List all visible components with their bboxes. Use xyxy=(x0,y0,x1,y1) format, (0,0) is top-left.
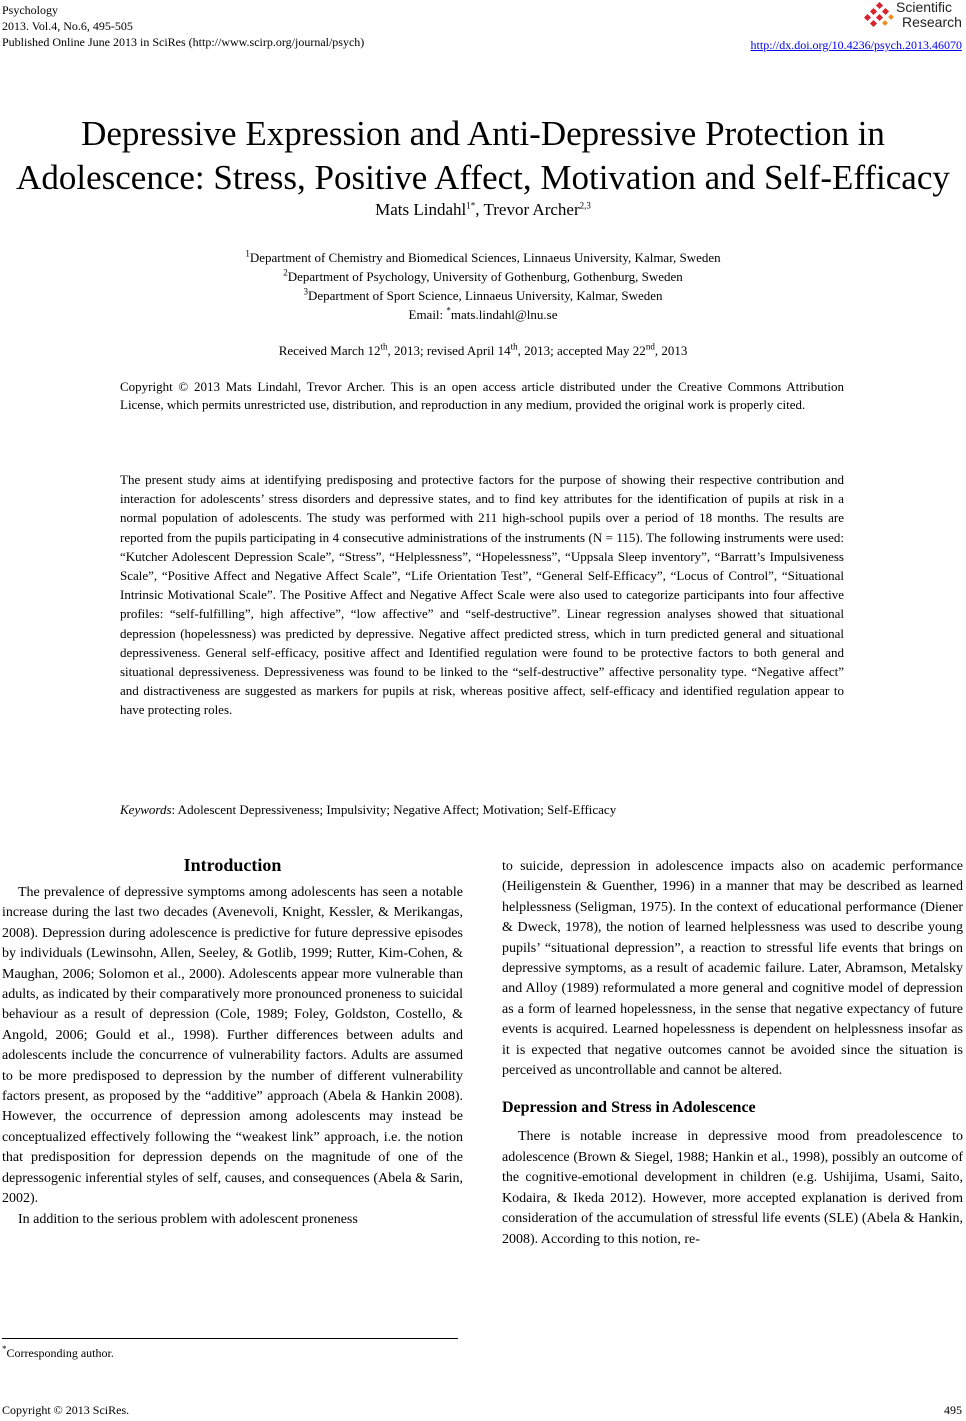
logo-text xyxy=(896,0,962,30)
right-column xyxy=(502,857,963,1250)
author-list xyxy=(0,198,966,222)
email-address[interactable]: mats.lindahl@lnu.se xyxy=(450,307,558,322)
journal-header xyxy=(2,2,364,50)
body-paragraph: to suicide, depression in adolescence impacts also on academic performance (Heiligenstein & Guenther, 1996) in a manner that may be described as learned helplessness (Seligman, 1975). In the context of educational performance (Diener & Dweck, 1978), the notion of learned helplessness was used to describe young pupils’ “situational depression”, a reaction to stressful life events that brings on depressive symptoms, as a result of academic failure. Later, Abramson, Metalsky and Alloy (1989) reformulated a more general and cognitive model of depression as a form of learned hopelessness, in the sense that negative expectancy of future events is acquired. Learned hopelessness is dependent on helplessness insofar as it is expected that negative outcomes cannot be avoided since the situation is perceived as uncontrollable and cannot be altered. xyxy=(502,859,963,1079)
scientific-research-logo xyxy=(862,0,962,34)
affiliation-text: Department of Sport Science, Linnaeus University, Kalmar, Sweden xyxy=(307,288,663,303)
section-heading-introduction: Introduction xyxy=(183,855,282,875)
body-paragraph: The prevalence of depressive symptoms among adolescents has seen a notable increase during the last two decades (Avenevoli, Knight, Kessler, & Merikangas, 2008). Depression during adolescence is predictive for future depressive episodes by individuals (Lewinsohn, Allen, Seeley, & Gotlib, 1999; Rutter, Kim-Cohen, & Maughan, 2006; Solomon et al., 2000). Adolescents appear more vulnerable than adults, as indicated by their comparatively more pronounced proneness to suicidal behaviour as a result of depression (Cole, 1989; Foley, Goldston, Costello, & Angold, 2006; Gould et al., 1998). Further differences between adults and adolescents include the concurrence of vulnerability factors. Adults are assumed to be more predisposed to depression by the number of different vulnerability factors present, as proposed by the “additive” approach (Abela & Hankin 2008). However, the occurrence of depression among adolescents may instead be conceptualized effectively following the “weakest link” approach, i.e. the notion that predisposition for depression depends on the magnitude of one of the depressogenic inferential styles of self, causes, and consequences (Abela & Sarin, 2002). xyxy=(2,885,463,1207)
keywords-label: Keywords xyxy=(120,802,172,817)
logo-diamond-icon xyxy=(864,2,894,32)
email-prefix: Email: xyxy=(408,307,447,322)
ordinal-suffix: th xyxy=(380,341,388,352)
footnote-text: Corresponding author. xyxy=(6,1346,114,1360)
body-paragraph: In addition to the serious problem with adolescent proneness xyxy=(18,1211,358,1227)
title-line-2: Adolescence: Stress, Positive Affect, Motivation and Self-Efficacy xyxy=(16,158,950,197)
section-heading-depression-stress: Depression and Stress in Adolescence xyxy=(502,1099,756,1117)
doi-link[interactable]: http://dx.doi.org/10.4236/psych.2013.46070 xyxy=(750,38,962,52)
ordinal-suffix: th xyxy=(510,341,518,352)
journal-volume: 2013. Vol.4, No.6, 495-505 xyxy=(2,19,133,33)
author-superscript: 1* xyxy=(466,200,476,211)
received-text: Received March 12 xyxy=(278,343,381,358)
received-dates xyxy=(0,341,966,360)
copyright-notice: Copyright © 2013 Mats Lindahl, Trevor Archer. This is an open access article distributed under the Creative Commons Attribution License, which permits unrestricted use, distribution, and reproduction in any medium, provided the original work is properly cited. xyxy=(120,379,844,412)
logo-text-line2: Research xyxy=(902,14,962,30)
author-superscript: 2,3 xyxy=(579,200,591,211)
title-line-1: Depressive Expression and Anti-Depressive Protection in xyxy=(81,114,885,153)
affiliation-text: Department of Chemistry and Biomedical Sciences, Linnaeus University, Kalmar, Sweden xyxy=(249,250,721,265)
footer-copyright: Copyright © 2013 SciRes. xyxy=(2,1403,130,1417)
logo-text-line1: Scientific xyxy=(896,0,953,15)
year-text: , 2013 xyxy=(654,343,688,358)
footnote-marker: * xyxy=(2,1344,7,1354)
email-superscript: * xyxy=(446,305,451,316)
affiliation-number: 3 xyxy=(303,286,308,297)
body-paragraph: There is notable increase in depressive mood from preadolescence to adolescence (Brown & Siegel, 1988; Hankin et al., 1998), possibly an outcome of the cognitive-emotional development in children (e.g. Ushijima, Usami, Saito, Kodaira, & Ikeda 2012). However, more accepted explanation is derived from consideration of the accumulation of stressful life events (SLE) (Abela & Hankin, 2008). According to this notion, re- xyxy=(502,1129,963,1247)
footnote xyxy=(2,1345,114,1361)
affiliation-number: 2 xyxy=(283,267,288,278)
accepted-text: , 2013; accepted May 22 xyxy=(517,343,646,358)
email-line xyxy=(0,305,966,324)
affiliation-line xyxy=(0,286,966,305)
author-name: Mats Lindahl xyxy=(375,200,467,219)
affiliation-number: 1 xyxy=(245,248,250,259)
ordinal-suffix: nd xyxy=(645,341,655,352)
keywords-text: : Adolescent Depressiveness; Impulsivity; Negative Affect; Motivation; Self-Efficacy xyxy=(171,802,617,817)
left-column xyxy=(2,853,463,1230)
author-name: Trevor Archer xyxy=(483,200,580,219)
abstract: The present study aims at identifying predisposing and protective factors for the purpose of showing their respective contribution and interaction for adolescents’ stress disorders and depressive states, and to find key attributes for the identification of pupils at risk in a normal population of adolescents. The study was performed with 211 high-school pupils over a period of 18 months. The results are reported from the pupils participating in 4 consecutive administrations of the instruments (N = 115). The following instruments were used: “Kutcher Adolescent Depression Scale”, “Stress”, “Helplessness”, “Hopelessness”, “Uppsala Sleep inventory”, “Barratt’s Impulsiveness Scale”, “Positive Affect and Negative Affect Scale”, “Life Orientation Test”, “General Self-Efficacy”, “Locus of Control”, “Situational Intrinsic Motivational Scale”. The Positive Affect and Negative Affect Scale were also used to categorize participants into four affective profiles: “self-fulfilling”, high affective”, “low affective” and “self-destructive”. Linear regression analyses showed that situational depression (hopelessness) was predicted by depressive. Negative affect predicted stress, which in turn predicted general and situational depressiveness. General self-efficacy, positive affect and Identified regulation were found to be protective factors to both general and situational depressiveness. Depressiveness was found to be linked to the “self-destructive” affective personality type. “Negative affect” and distractiveness are suggested as markers for pupils at risk, whereas positive affect, self-efficacy and identified regulation appear to have protecting roles. xyxy=(120,472,844,718)
journal-name: Psychology xyxy=(2,3,59,17)
affiliation-line xyxy=(0,267,966,286)
footnote-divider xyxy=(2,1338,458,1339)
published-online: Published Online June 2013 in SciRes (http://www.scirp.org/journal/psych) xyxy=(2,35,365,49)
author-separator: , xyxy=(475,200,484,219)
affiliation-line xyxy=(0,248,966,267)
paper-title xyxy=(0,112,966,200)
affiliation-text: Department of Psychology, University of Gothenburg, Gothenburg, Sweden xyxy=(287,269,683,284)
keywords xyxy=(120,800,844,819)
revised-text: , 2013; revised April 14 xyxy=(387,343,511,358)
page-number: 495 xyxy=(944,1403,962,1417)
affiliations xyxy=(0,248,966,324)
